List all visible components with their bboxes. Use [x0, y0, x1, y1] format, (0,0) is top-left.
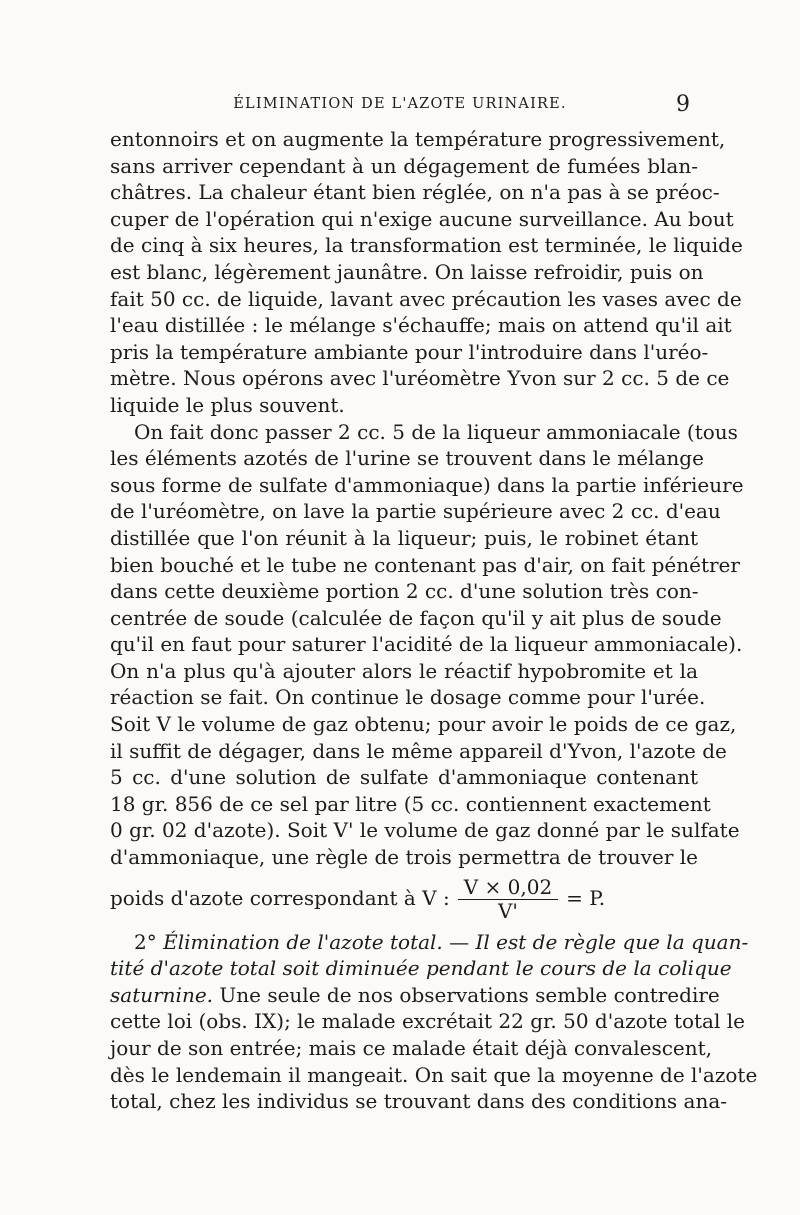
- section-rule-continued: tité d'azote total soit diminuée pendant le cours de la colique: [110, 956, 732, 981]
- text-line: fait 50 cc. de liquide, lavant avec précaution les vases avec de: [110, 286, 742, 311]
- text-line: de cinq à six heures, la transformation est terminée, le liquide: [110, 233, 743, 258]
- section-number: 2°: [134, 929, 157, 954]
- text-line: de l'uréomètre, on lave la partie supérieure avec 2 cc. d'eau: [110, 499, 721, 524]
- text-line: mètre. Nous opérons avec l'uréomètre Yvon sur 2 cc. 5 de ce: [110, 366, 730, 391]
- text-line: 0 gr. 02 d'azote). Soit V' le volume de gaz donné par le sulfate: [110, 818, 740, 843]
- section-rule-end: saturnine.: [110, 982, 214, 1007]
- section-rule: Il est de règle que la quan-: [475, 929, 749, 954]
- text-line: bien bouché et le tube ne contenant pas d'air, on fait pénétrer: [110, 552, 740, 577]
- text-line: total, chez les individus se trouvant dans des conditions ana-: [110, 1089, 728, 1114]
- page-header: [110, 92, 690, 120]
- formula-fraction: [458, 875, 558, 922]
- text-line: châtres. La chaleur étant bien réglée, on n'a pas à se préoc-: [110, 180, 720, 205]
- text-line: cette loi (obs. IX); le malade excrétait 22 gr. 50 d'azote total le: [110, 1009, 745, 1034]
- text-line: jour de son entrée; mais ce malade était déjà convalescent,: [110, 1036, 713, 1060]
- section-title: Élimination de l'azote total.: [163, 929, 443, 954]
- text-line: cuper de l'opération qui n'exige aucune surveillance. Au bout: [110, 206, 734, 231]
- text-line: l'eau distillée : le mélange s'échauffe; mais on attend qu'il ait: [110, 313, 732, 338]
- text-line: entonnoirs et on augmente la température progressivement,: [110, 127, 726, 151]
- text-line: [110, 955, 732, 982]
- text-line: dès le lendemain il mangeait. On sait que la moyenne de l'azote: [110, 1062, 758, 1087]
- paragraph-2: [110, 419, 744, 871]
- formula-denominator: V': [497, 899, 518, 924]
- text-line: sans arriver cependant à un dégagement de fumées blan-: [110, 153, 698, 178]
- body-text: [110, 126, 758, 1115]
- running-title: ÉLIMINATION DE L'AZOTE URINAIRE.: [233, 96, 567, 112]
- text-line: réaction se fait. On continue le dosage comme pour l'urée.: [110, 685, 706, 710]
- text-line: 18 gr. 856 de ce sel par litre (5 cc. contiennent exactement: [110, 791, 711, 816]
- text-line: dans cette deuxième portion 2 cc. d'une solution très con-: [110, 579, 699, 604]
- text-line: distillée que l'on réunit à la liqueur; puis, le robinet étant: [110, 525, 698, 550]
- text-line: 5 cc. d'une solution de sulfate d'ammoniaque contenant: [110, 765, 698, 790]
- text-line: Soit V le volume de gaz obtenu; pour avoir le poids de ce gaz,: [110, 712, 737, 737]
- formula-label: poids d'azote correspondant à V :: [110, 886, 450, 911]
- formula-numerator: V × 0,02: [458, 875, 558, 900]
- text-line: est blanc, légèrement jaunâtre. On laisse refroidir, puis on: [110, 259, 704, 284]
- section-dash: —: [449, 929, 470, 954]
- text-line: les éléments azotés de l'urine se trouvent dans le mélange: [110, 446, 704, 471]
- text-line: liquide le plus souvent.: [110, 392, 345, 417]
- formula: [110, 873, 698, 925]
- text-line: pris la température ambiante pour l'introduire dans l'uréo-: [110, 339, 709, 364]
- text-line: [110, 982, 720, 1009]
- text-line: qu'il en faut pour saturer l'acidité de la liqueur ammoniacale).: [110, 632, 743, 657]
- text-line: On n'a plus qu'à ajouter alors le réactif hypobromite et la: [110, 658, 698, 683]
- text-line: On fait donc passer 2 cc. 5 de la liqueur ammoniacale (tous: [134, 419, 738, 444]
- text-line: il suffit de dégager, dans le même appareil d'Yvon, l'azote de: [110, 738, 727, 763]
- text-line: d'ammoniaque, une règle de trois permettra de trouver le: [110, 845, 698, 870]
- section-heading-line: [110, 929, 749, 956]
- paragraph-1: [110, 126, 743, 419]
- section-azote-total: [110, 929, 758, 1115]
- text-line: sous forme de sulfate d'ammoniaque) dans la partie inférieure: [110, 472, 744, 497]
- section-text: Une seule de nos observations semble contredire: [219, 982, 720, 1007]
- page-number: 9: [676, 92, 690, 117]
- formula-result: = P.: [566, 886, 606, 911]
- text-line: centrée de soude (calculée de façon qu'il y ait plus de soude: [110, 605, 722, 630]
